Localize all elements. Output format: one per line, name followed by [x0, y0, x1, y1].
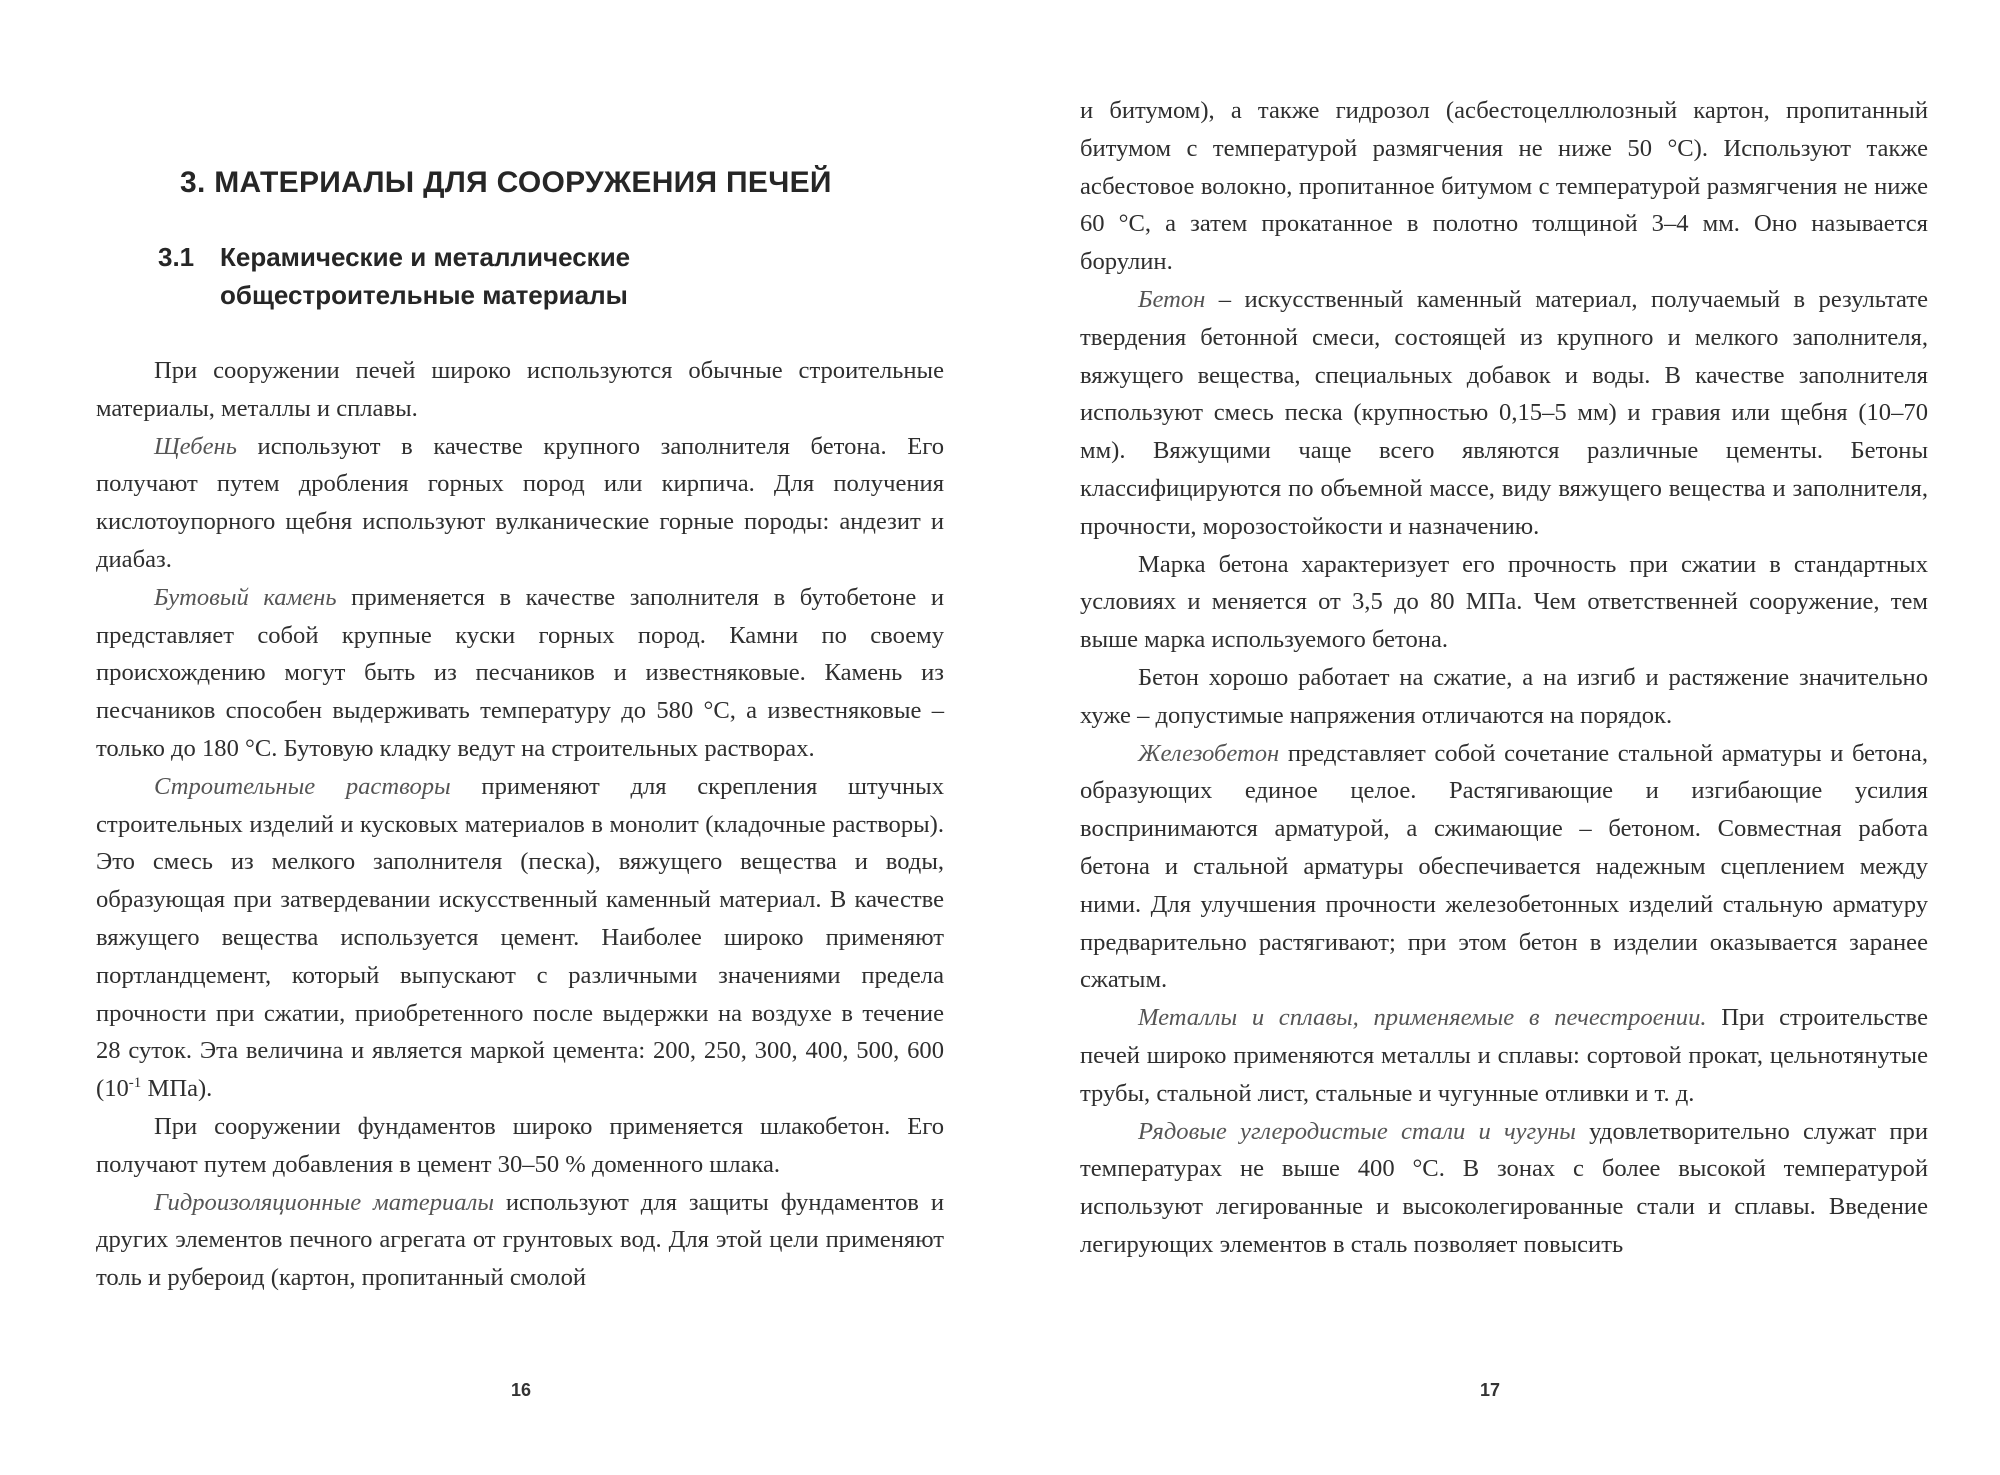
paragraph: и битумом), а также гидрозол (асбестоцеллюлозный картон, пропитанный битумом с температурой размягчения не ниже 50 °С). Используют также асбестовое волокно, пропитанное битумом с температурой размягчения не ниже 60 °С, а затем прокатанное в полотно толщиной 3–4 мм. Оно называется борулин.: [1080, 97, 1928, 276]
section-title-line-2: общестроительные материалы: [220, 280, 628, 310]
paragraph: Металлы и сплавы, применяемые в печестроении. При строительстве печей широко применяются металлы и сплавы: сортовой прокат, цельнотянутые трубы, стальной лист, стальные и чугунные отливки и т. д.: [1080, 1004, 1929, 1107]
section-title-line-1: Керамические и металлические: [220, 242, 631, 272]
paragraph: Щебень используют в качестве крупного заполнителя бетона. Его получают путем дробления горных пород или кирпича. Для получения кислотоупорного щебня используют вулканические горные породы: андезит и диабаз.: [96, 432, 944, 573]
term: Металлы и сплавы, применяемые в печестроении.: [1138, 1004, 1707, 1032]
term: Рядовые углеродистые стали и чугуны: [1138, 1117, 1576, 1145]
paragraph: Рядовые углеродистые стали и чугуны удовлетворительно служат при температурах не выше 400 °С. В зонах с более высокой температурой используют легированные и высоколегированные стали и сплавы. Введение легирующих элементов в сталь позволяет повысить: [1080, 1117, 1928, 1258]
section-number: 3.1: [158, 242, 195, 272]
term: Бутовый камень: [154, 583, 337, 611]
term: Железобетон: [1138, 739, 1280, 767]
term: Щебень: [154, 432, 237, 460]
paragraph: При сооружении печей широко используются обычные строительные материалы, металлы и сплавы.: [96, 357, 944, 422]
paragraph: При сооружении фундаментов широко применяется шлакобетон. Его получают путем добавления в цемент 30–50 % доменного шлака.: [96, 1112, 944, 1178]
paragraph: Железобетон представляет собой сочетание стальной арматуры и бетона, образующих единое целое. Растягивающие и изгибающие усилия воспринимаются арматурой, а сжимающие – бетоном. Совместная работа бетона и стальной арматуры обеспечивается надежным сцеплением между ними. Для улучшения прочности железобетонных изделий стальную арматуру предварительно растягивают; при этом бетон в изделии оказывается заранее сжатым.: [1080, 739, 1928, 994]
paragraph: Марка бетона характеризует его прочность при сжатии в стандартных условиях и меняется от 3,5 до 80 МПа. Чем ответственней сооружение, тем выше марка используемого бетона.: [1080, 550, 1928, 654]
term: Гидроизоляционные материалы: [154, 1188, 494, 1216]
term: Бетон: [1138, 285, 1206, 313]
paragraph: Бутовый камень применяется в качестве заполнителя в бутобетоне и представляет собой крупные куски горных пород. Камни по своему происхождению могут быть из песчаников и известняковые. Камень из песчаников способен выдерживать температуру до 580 °С, а известняковые – только до 180 °С. Бутовую кладку ведут на строительных растворах.: [96, 583, 944, 762]
paragraph: Бетон хорошо работает на сжатие, а на изгиб и растяжение значительно хуже – допустимые напряжения отличаются на порядок.: [1080, 663, 1928, 729]
paragraph: Строительные растворы применяют для скрепления штучных строительных изделий и кусковых материалов в монолит (кладочные растворы). Это смесь из мелкого заполнителя (песка), вяжущего вещества и воды, образующая при затвердевании искусственный каменный материал. В качестве вяжущего вещества используется цемент. Наиболее широко применяют портландцемент, который выпускают с различными значениями предела прочности при сжатии, приобретенного после выдержки на воздухе в течение 28 суток. Эта величина и является маркой цемента: 200, 250, 300, 400, 500, 600 ($10^{-1}$ МПа).: [96, 772, 944, 1103]
chapter-title: 3. МАТЕРИАЛЫ ДЛЯ СООРУЖЕНИЯ ПЕЧЕЙ: [180, 166, 832, 199]
term: Строительные растворы: [154, 772, 451, 800]
left-page: [96, 0, 944, 1475]
left-body-text: [96, 352, 944, 1297]
page-number: 17: [1480, 1380, 1501, 1400]
superscript: -1: [128, 1074, 142, 1091]
right-page: [1080, 0, 1928, 1475]
page-number: 16: [511, 1380, 532, 1400]
paragraph: Бетон – искусственный каменный материал, получаемый в результате твердения бетонной смеси, состоящей из крупного и мелкого заполнителя, вяжущего вещества, специальных добавок и воды. В качестве заполнителя используют смесь песка (крупностью 0,15–5 мм) и гравия или щебня (10–70 мм). Вяжущими чаще всего являются различные цементы. Бетоны классифицируются по объемной массе, виду вяжущего вещества и заполнителя, прочности, морозостойкости и назначению.: [1080, 285, 1928, 540]
paragraph: Гидроизоляционные материалы используют для защиты фундаментов и других элементов печного агрегата от грунтовых вод. Для этой цели применяют толь и рубероид (картон, пропитанный смолой: [96, 1188, 944, 1292]
section-heading: [158, 238, 878, 314]
right-body-text: [1080, 92, 1928, 1264]
